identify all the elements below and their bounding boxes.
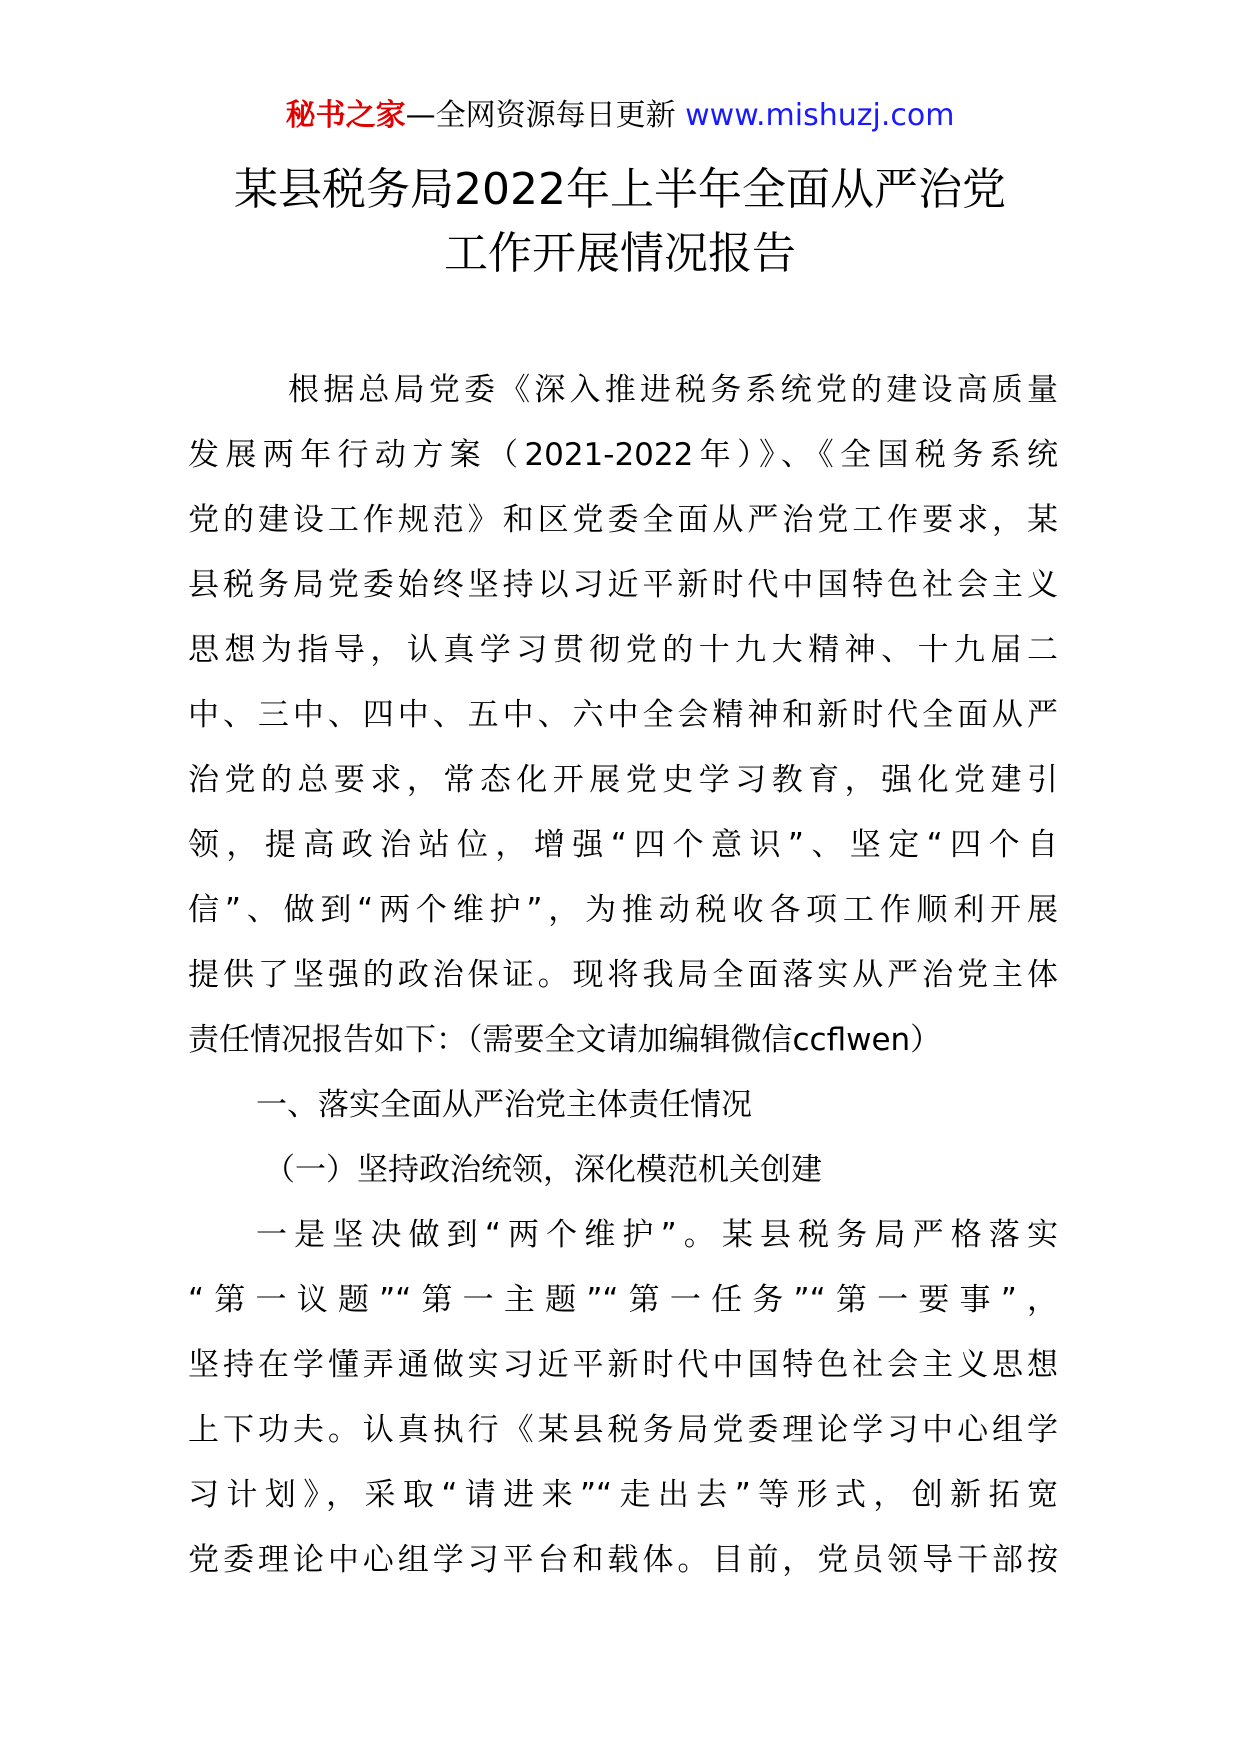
body-line: 党委理论中心组学习平台和载体。目前，党员领导干部按 xyxy=(188,1542,1058,1578)
body-line: 坚持在学懂弄通做实习近平新时代中国特色社会主义思想 xyxy=(188,1347,1058,1383)
body-line: 党的建设工作规范》和区党委全面从严治党工作要求，某 xyxy=(188,502,1058,538)
section-heading-2: （一）坚持政治统领，深化模范机关创建 xyxy=(264,1152,822,1188)
body-line: 思想为指导，认真学习贯彻党的十九大精神、十九届二 xyxy=(188,632,1058,668)
site-header xyxy=(0,96,1240,136)
body-line: 县税务局党委始终坚持以习近平新时代中国特色社会主义 xyxy=(188,567,1058,603)
document-body xyxy=(188,358,1058,1593)
title-line-1: 某县税务局2022年上半年全面从严治党 xyxy=(234,164,1006,215)
body-line: “第一议题”“第一主题”“第一任务”“第一要事”， xyxy=(188,1282,1058,1318)
body-line: 领，提高政治站位，增强“四个意识”、坚定“四个自 xyxy=(188,827,1058,863)
body-line: 责任情况报告如下：（需要全文请加编辑微信ccflwen） xyxy=(188,1022,942,1058)
body-line: 发展两年行动方案（2021-2022年）》、《全国税务系统 xyxy=(188,437,1058,473)
body-line: 根据总局党委《深入推进税务系统党的建设高质量 xyxy=(288,372,1058,408)
title-line-2: 工作开展情况报告 xyxy=(444,228,796,279)
body-line: 信”、做到“两个维护”，为推动税收各项工作顺利开展 xyxy=(188,892,1058,928)
body-line: 提供了坚强的政治保证。现将我局全面落实从严治党主体 xyxy=(188,957,1058,993)
body-line: 上下功夫。认真执行《某县税务局党委理论学习中心组学 xyxy=(188,1412,1058,1448)
site-url-link[interactable]: www.mishuzj.com xyxy=(685,98,955,133)
body-line: 中、三中、四中、五中、六中全会精神和新时代全面从严 xyxy=(188,697,1058,733)
brand-name: 秘书之家 xyxy=(285,98,406,133)
body-line: 一是坚决做到“两个维护”。某县税务局严格落实 xyxy=(256,1217,1058,1253)
body-line: 习计划》，采取“请进来”“走出去”等形式，创新拓宽 xyxy=(188,1477,1058,1513)
body-line: 治党的总要求，常态化开展党史学习教育，强化党建引 xyxy=(188,762,1058,798)
header-tagline: —全网资源每日更新 xyxy=(405,98,686,133)
section-heading-1: 一、落实全面从严治党主体责任情况 xyxy=(256,1087,752,1123)
document-title xyxy=(0,158,1240,286)
